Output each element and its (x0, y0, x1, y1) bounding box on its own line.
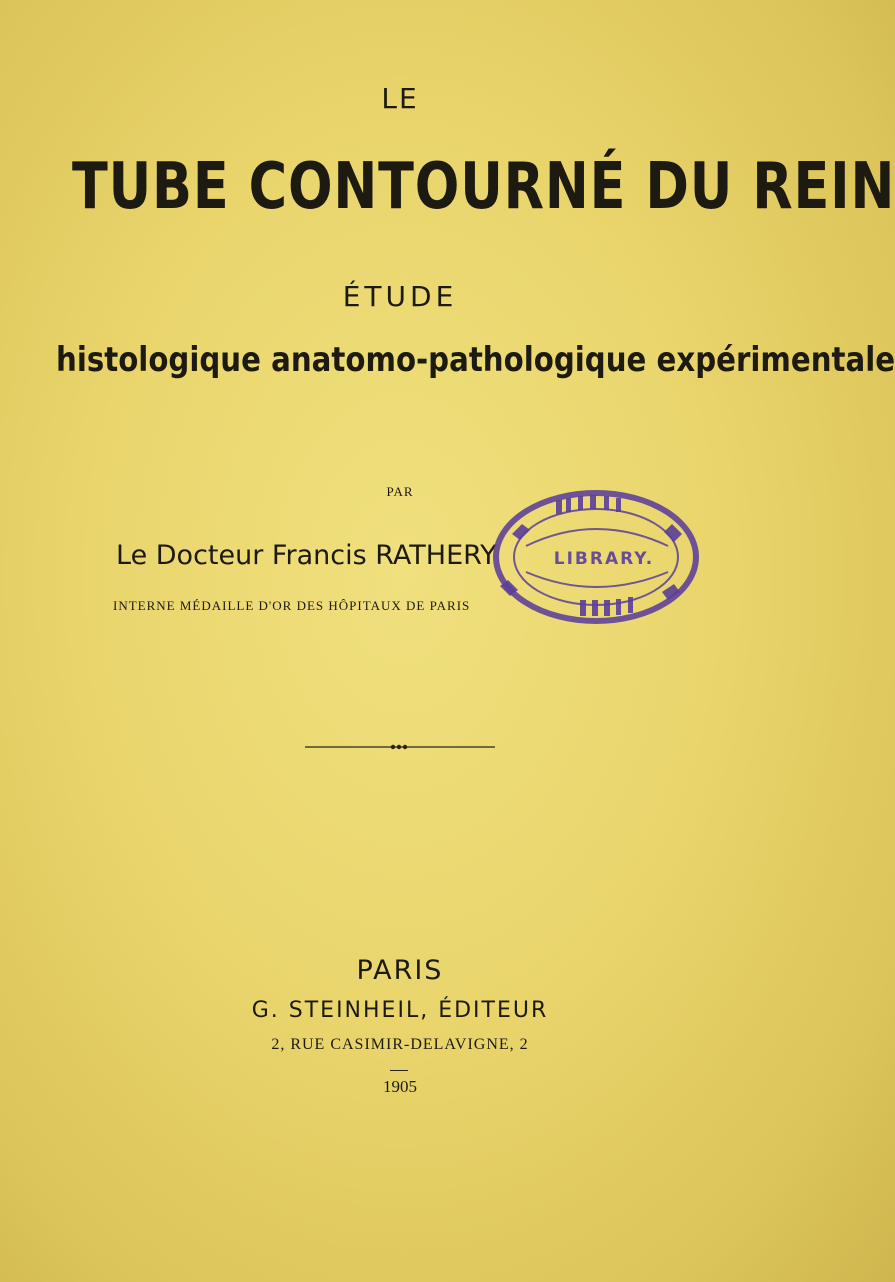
separator-dash (390, 1070, 408, 1071)
ornament-divider (305, 743, 495, 751)
title-article: LE (381, 82, 419, 115)
publisher: G. STEINHEIL, ÉDITEUR (251, 998, 549, 1023)
svg-text:LIBRARY.: LIBRARY. (553, 549, 655, 569)
etude-heading: ÉTUDE (342, 280, 458, 313)
author-title: INTERNE MÉDAILLE D'OR DES HÔPITAUX DE PARIS (113, 598, 471, 613)
library-stamp (486, 482, 706, 632)
main-title: TUBE CONTOURNÉ DU REIN (72, 150, 895, 224)
publisher-address: 2, RUE CASIMIR-DELAVIGNE, 2 (271, 1036, 529, 1053)
publication-year: 1905 (383, 1077, 417, 1096)
author-name: Le Docteur Francis RATHERY (116, 540, 497, 571)
subtitle: histologique anatomo-pathologique expérimentale (56, 340, 895, 380)
city: PARIS (356, 955, 444, 986)
par-label: PAR (386, 484, 414, 499)
